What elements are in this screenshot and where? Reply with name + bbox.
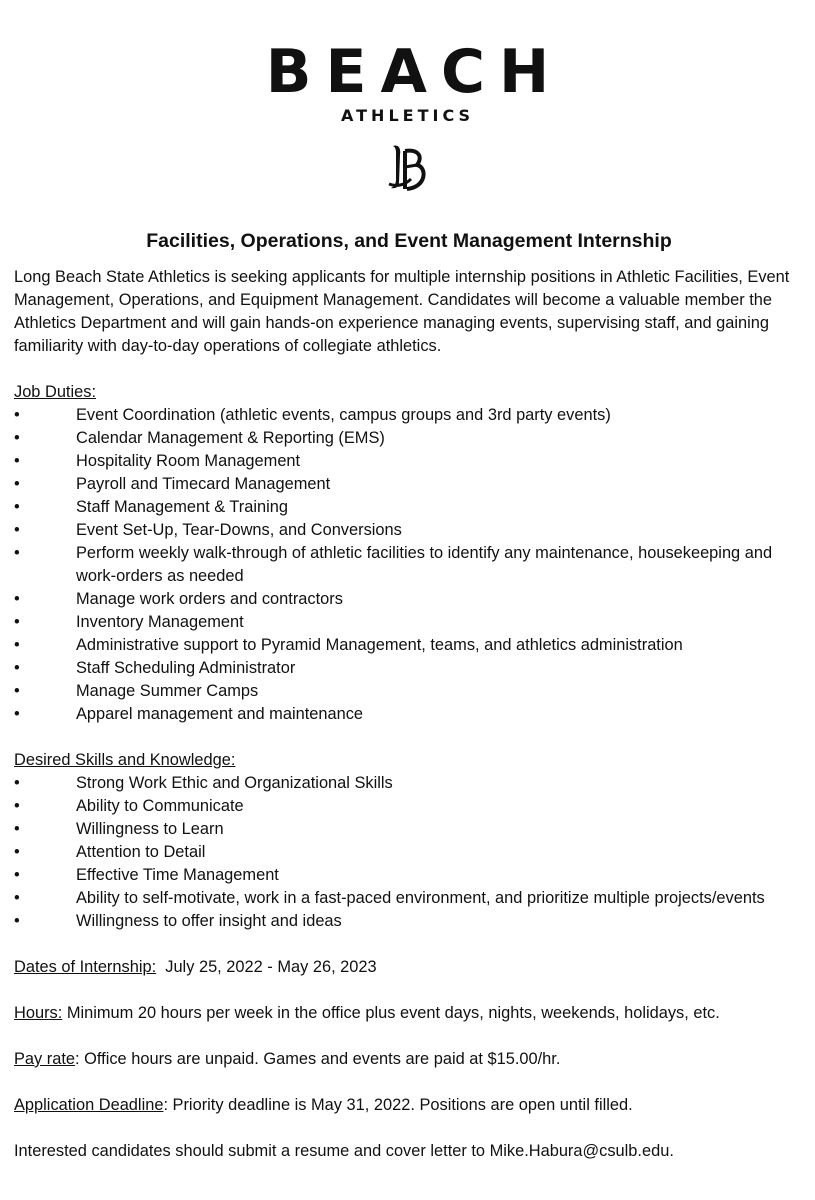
bullet-icon: • [14,521,20,539]
skill-item-text: Willingness to offer insight and ideas [76,912,342,930]
duty-item-text: Perform weekly walk-through of athletic facilities to identify any maintenance, housekeeping and work-orders as needed [76,544,773,585]
duty-item [14,404,804,427]
deadline-label: Application Deadline [14,1096,164,1114]
duty-item-text: Hospitality Room Management [76,452,301,470]
duty-item [14,496,804,519]
hours-label: Hours: [14,1004,63,1022]
duty-item-text: Administrative support to Pyramid Management, teams, and athletics administration [76,636,683,654]
logo-wordmark: BEACH [265,37,564,107]
dates-line [14,956,804,979]
skills-list [14,772,804,933]
duty-item-text: Staff Scheduling Administrator [76,659,296,677]
duty-item-text: Inventory Management [76,613,244,631]
beach-athletics-logo [0,36,815,195]
bullet-icon: • [14,659,20,677]
skill-item [14,864,804,887]
dates-label: Dates of Internship: [14,958,157,976]
bullet-icon: • [14,682,20,700]
skill-item [14,772,804,795]
duty-item-text: Manage Summer Camps [76,682,259,700]
bullet-icon: • [14,889,20,907]
bullet-icon: • [14,475,20,493]
duty-item-text: Calendar Management & Reporting (EMS) [76,429,385,447]
duty-item [14,542,804,588]
bullet-icon: • [14,866,20,884]
skill-item-text: Effective Time Management [76,866,279,884]
deadline-value: : Priority deadline is May 31, 2022. Positions are open until filled. [163,1096,633,1114]
skill-item-text: Ability to self-motivate, work in a fast-paced environment, and prioritize multiple projects/events [76,889,765,907]
duty-item [14,588,804,611]
duty-item-text: Manage work orders and contractors [76,590,343,608]
dates-value: July 25, 2022 - May 26, 2023 [165,958,377,976]
duty-item-text: Apparel management and maintenance [76,705,364,723]
bullet-icon: • [14,544,20,562]
lb-monogram-icon [385,143,431,195]
duty-item [14,519,804,542]
duties-heading: Job Duties: [14,383,96,401]
duties-list [14,404,804,726]
duty-item [14,611,804,634]
duty-item-text: Event Coordination (athletic events, campus groups and 3rd party events) [76,406,611,424]
bullet-icon: • [14,406,20,424]
bullet-icon: • [14,636,20,654]
skill-item [14,795,804,818]
bullet-icon: • [14,705,20,723]
page-title: Facilities, Operations, and Event Management Internship [146,230,672,252]
skills-heading: Desired Skills and Knowledge: [14,751,236,769]
bullet-icon: • [14,590,20,608]
bullet-icon: • [14,429,20,447]
bullet-icon: • [14,797,20,815]
duty-item [14,427,804,450]
duty-item-text: Staff Management & Training [76,498,288,516]
skill-item [14,887,804,910]
bullet-icon: • [14,912,20,930]
contact-line: Interested candidates should submit a resume and cover letter to Mike.Habura@csulb.edu. [14,1142,674,1160]
bullet-icon: • [14,452,20,470]
bullet-icon: • [14,820,20,838]
bullet-icon: • [14,613,20,631]
pay-label: Pay rate [14,1050,76,1068]
hours-line [14,1002,804,1025]
duty-item [14,634,804,657]
bullet-icon: • [14,498,20,516]
duty-item [14,473,804,496]
skill-item-text: Ability to Communicate [76,797,244,815]
pay-line [14,1048,804,1071]
deadline-line [14,1094,804,1117]
bullet-icon: • [14,843,20,861]
skill-item [14,818,804,841]
skill-item [14,841,804,864]
skill-item-text: Attention to Detail [76,843,206,861]
duty-item [14,657,804,680]
skill-item-text: Strong Work Ethic and Organizational Skills [76,774,393,792]
pay-value: : Office hours are unpaid. Games and events are paid at $15.00/hr. [75,1050,561,1068]
internship-posting [14,228,804,1163]
duty-item-text: Event Set-Up, Tear-Downs, and Conversions [76,521,402,539]
duty-item-text: Payroll and Timecard Management [76,475,331,493]
skill-item-text: Willingness to Learn [76,820,224,838]
duty-item [14,450,804,473]
intro-paragraph: Long Beach State Athletics is seeking applicants for multiple internship positions in Athletic Facilities, Event Management, Operations, and Equipment Management. Candidates will become a valuable member the Athletics Department and will gain hands-on experience managing events, supervising staff, and gaining familiarity with day-to-day operations of collegiate athletics. [14,268,790,355]
duty-item [14,680,804,703]
logo-subtitle: ATHLETICS [341,106,474,125]
hours-value: Minimum 20 hours per week in the office plus event days, nights, weekends, holidays, etc. [66,1004,720,1022]
skill-item [14,910,804,933]
bullet-icon: • [14,774,20,792]
duty-item [14,703,804,726]
